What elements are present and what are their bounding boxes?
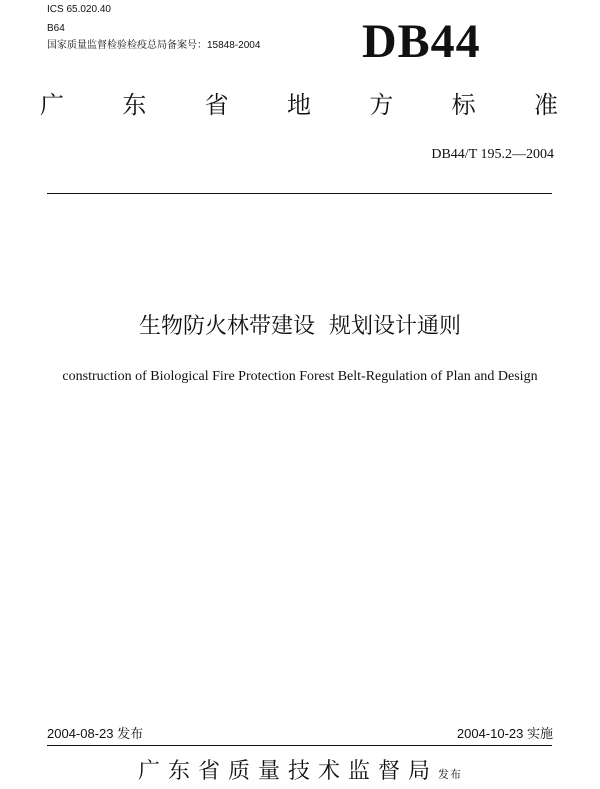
standard-type-char: 广 bbox=[40, 91, 64, 119]
standard-code-logo: DB44 bbox=[362, 15, 481, 68]
standard-type-char: 准 bbox=[533, 91, 558, 119]
standard-type-char: 东 bbox=[122, 91, 147, 119]
ics-code: ICS 65.020.40 bbox=[47, 4, 111, 15]
standard-type-char: 方 bbox=[369, 91, 394, 119]
issue-date: 2004-08-23 发布 bbox=[47, 726, 144, 741]
issuer-name: 广东省质量技术监督局 bbox=[137, 759, 438, 784]
issuer-suffix: 发布 bbox=[438, 768, 462, 781]
registration-number: 国家质量监督检验检疫总局备案号：15848-2004 bbox=[47, 40, 261, 51]
standard-type-char: 标 bbox=[451, 91, 476, 119]
bottom-divider bbox=[47, 745, 552, 746]
implementation-date: 2004-10-23 实施 bbox=[456, 726, 553, 741]
standard-type-heading bbox=[40, 88, 558, 122]
issuing-authority bbox=[0, 758, 600, 789]
category-code: B64 bbox=[47, 23, 65, 34]
top-divider bbox=[47, 193, 552, 194]
standard-number: DB44/T 195.2—2004 bbox=[431, 147, 554, 162]
standard-type-char: 地 bbox=[286, 91, 311, 119]
english-title: construction of Biological Fire Protection Forest Belt-Regulation of Plan and Design bbox=[62, 369, 538, 384]
standard-type-char: 省 bbox=[204, 91, 229, 119]
chinese-title: 生物防火林带建设 规划设计通则 bbox=[139, 314, 461, 339]
